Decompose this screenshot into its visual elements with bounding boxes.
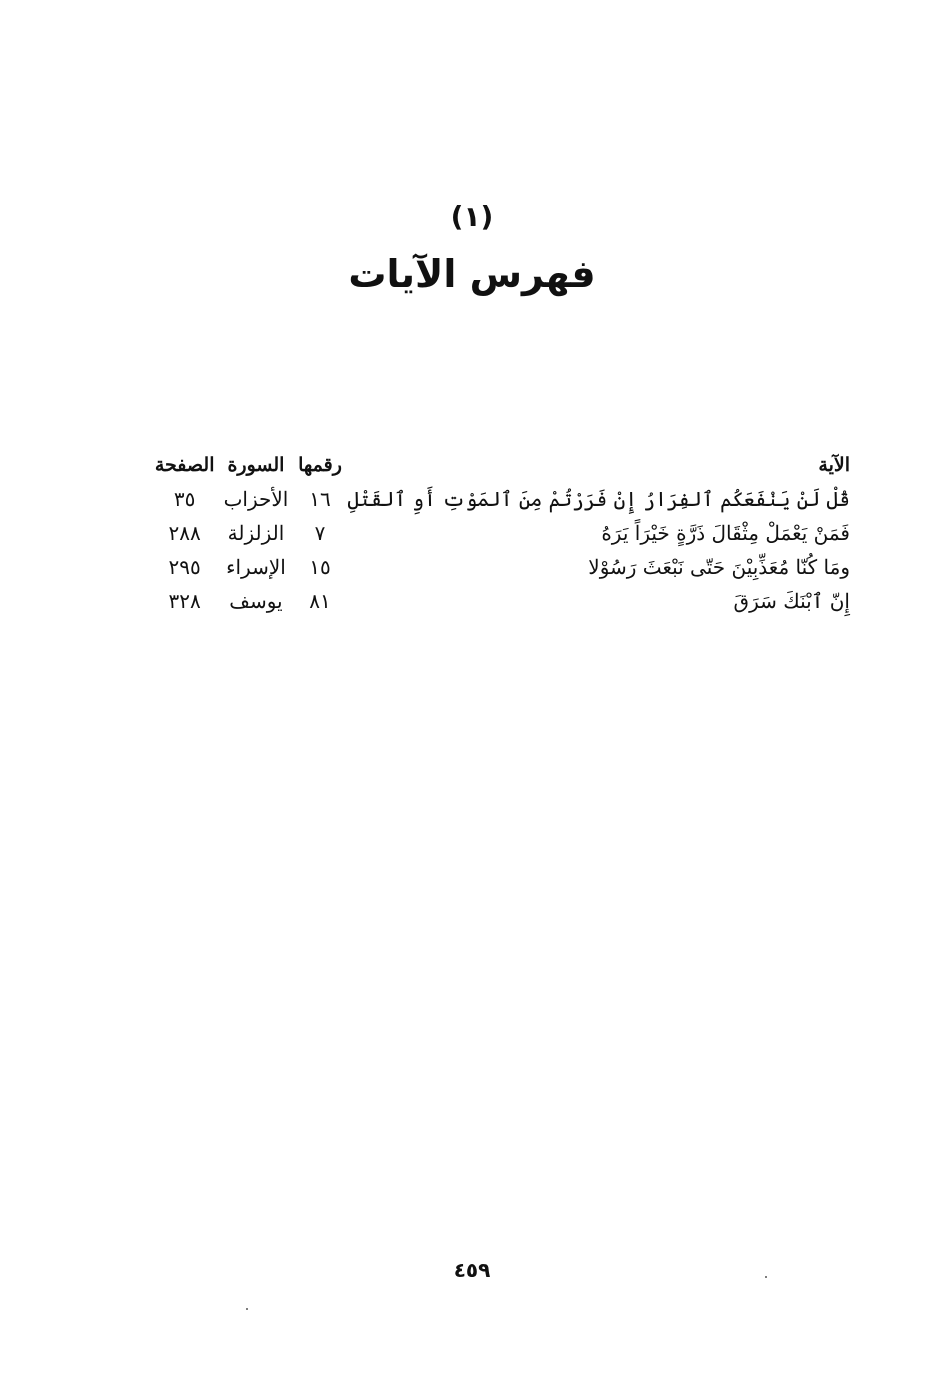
verse-index-table: [150, 448, 850, 618]
verse-text: ومَا كُنّا مُعَذِّبِيْنَ حَتّى نَبْعَثَ رَسُوْلا: [588, 555, 850, 579]
column-header-verse-number: رقمها: [298, 454, 342, 476]
page-title: فهرس الآيات: [348, 252, 596, 296]
verse-number: ١٥: [309, 555, 331, 579]
verse-text: إِنّ ٱبْنَكَ سَرَقَ: [733, 589, 850, 613]
page-reference: ٣٢٨: [168, 589, 201, 613]
page-number: ٤٥٩: [453, 1258, 491, 1282]
column-header-surah: السورة: [227, 454, 285, 476]
surah-name: الزلزلة: [227, 521, 285, 545]
surah-name: الإسراء: [226, 555, 286, 579]
scan-speck: [246, 1308, 248, 1310]
table-row: [150, 516, 850, 550]
page-reference: ٢٨٨: [168, 521, 201, 545]
surah-name: يوسف: [229, 589, 283, 613]
verse-number: ٨١: [309, 589, 331, 613]
table-row: [150, 482, 850, 516]
page-reference: ٢٩٥: [168, 555, 201, 579]
verse-number: ١٦: [309, 487, 331, 511]
table-row: [150, 584, 850, 618]
verse-text: قُلْ لَنْ يَنْفَعَكُم ٱلفِرَارُ إِنْ فَرَرْتُمْ مِنَ ٱلمَوْتِ أَوِ ٱلقَتْلِ: [347, 487, 850, 511]
verse-text: فَمَنْ يَعْمَلْ مِثْقَالَ ذَرَّةٍ خَيْرَاً يَرَهُ: [601, 521, 850, 545]
table-row: [150, 550, 850, 584]
table-header-row: [150, 448, 850, 482]
column-header-page: الصفحة: [154, 454, 215, 476]
column-header-verse: الآية: [818, 454, 850, 476]
verse-number: ٧: [314, 521, 326, 545]
section-number: (١): [450, 200, 494, 233]
page-reference: ٣٥: [173, 487, 196, 511]
surah-name: الأحزاب: [223, 487, 289, 511]
scan-speck: [765, 1276, 767, 1278]
